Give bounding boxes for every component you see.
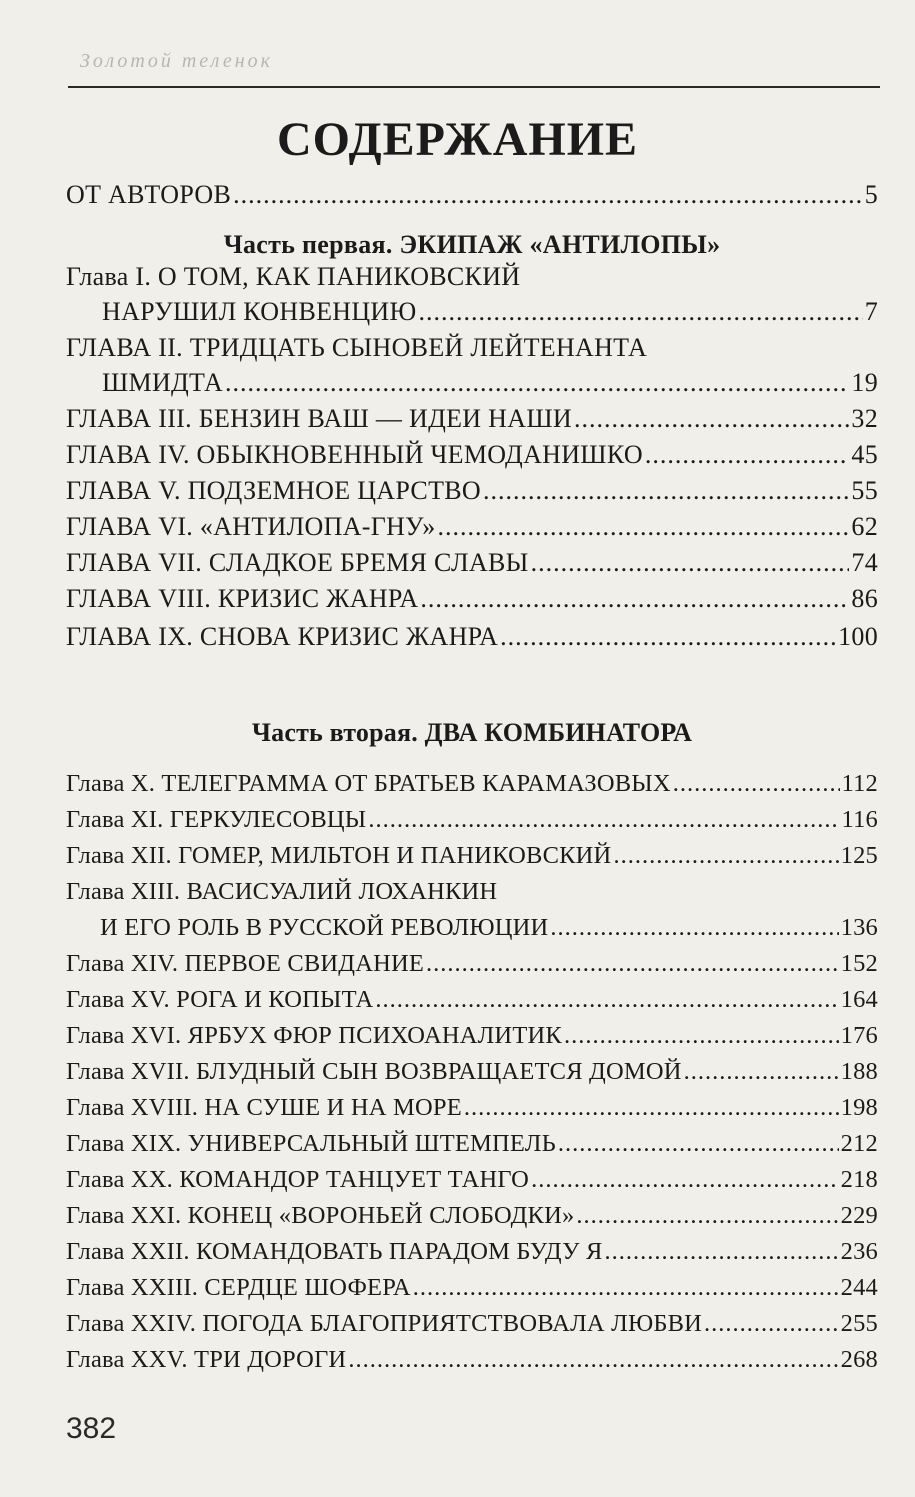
entry-title: ГЛАВА VII. СЛАДКОЕ БРЕМЯ СЛАВЫ [66,548,529,577]
running-head: Золотой теленок [80,50,274,72]
entry-page: 136 [840,914,878,941]
entry-page: 100 [838,622,878,651]
toc-entry [66,1274,878,1302]
leader-dots [704,1310,839,1338]
toc-entry [66,1346,878,1374]
entry-title-line1: Глава XIII. ВАСИСУАЛИЙ ЛОХАНКИН [66,878,498,905]
leader-dots [438,512,850,542]
leader-dots [225,368,849,398]
toc-entry [66,180,878,210]
leader-dots [645,440,849,470]
toc-entry [66,297,878,327]
entry-page: 188 [840,1058,878,1085]
leader-dots [574,404,849,434]
entry-page: 5 [864,180,878,209]
leader-dots [684,1058,839,1086]
toc-entry [66,1166,878,1194]
leader-dots [375,986,838,1014]
entry-title: И ЕГО РОЛЬ В РУССКОЙ РЕВОЛЮЦИИ [100,914,549,941]
entry-title: ГЛАВА VI. «АНТИЛОПА-ГНУ» [66,512,436,541]
part1-heading: Часть первая. ЭКИПАЖ «АНТИЛОПЫ» [223,230,721,259]
leader-dots [673,770,840,798]
entry-page: 212 [840,1130,878,1157]
entry-title: ГЛАВА VIII. КРИЗИС ЖАНРА [66,584,419,613]
toc-entry [66,1238,878,1266]
toc-entry [66,950,878,978]
leader-dots [576,1202,838,1230]
entry-title: ГЛАВА IV. ОБЫКНОВЕННЫЙ ЧЕМОДАНИШКО [66,440,643,469]
entry-title: ОТ АВТОРОВ [66,180,232,209]
entry-page: 198 [840,1094,878,1121]
toc-entry [66,770,878,798]
entry-page: 62 [851,512,878,541]
entry-title: ШМИДТА [102,368,224,397]
entry-title: Глава XVI. ЯРБУХ ФЮР ПСИХОАНАЛИТИК [66,1022,562,1049]
entry-page: 55 [851,476,878,505]
leader-dots [413,1274,839,1302]
leader-dots [605,1238,839,1266]
entry-title: Глава X. ТЕЛЕГРАММА ОТ БРАТЬЕВ КАРАМАЗОВЫХ [66,770,671,797]
leader-dots [368,806,839,834]
entry-page: 125 [840,842,878,869]
entry-title: НАРУШИЛ КОНВЕНЦИЮ [102,297,417,326]
leader-dots [426,950,839,978]
part2-heading: Часть вторая. ДВА КОМБИНАТОРА [251,718,693,747]
entry-page: 19 [851,368,878,397]
entry-title: ГЛАВА IX. СНОВА КРИЗИС ЖАНРА [66,622,499,651]
header-rule [68,86,880,88]
leader-dots [233,180,863,210]
leader-dots [531,1166,839,1194]
entry-title: Глава XV. РОГА И КОПЫТА [66,986,374,1013]
entry-title: Глава XXII. КОМАНДОВАТЬ ПАРАДОМ БУДУ Я [66,1238,603,1265]
entry-page: 268 [840,1346,878,1373]
leader-dots [500,622,836,652]
toc-entry [66,404,878,434]
toc-entry [66,368,878,398]
entry-page: 74 [851,548,878,577]
entry-title: Глава XIV. ПЕРВОЕ СВИДАНИЕ [66,950,425,977]
entry-title: Глава XXI. КОНЕЦ «ВОРОНЬЕЙ СЛОБОДКИ» [66,1202,575,1229]
page-title: СОДЕРЖАНИЕ [276,113,639,166]
leader-dots [531,548,850,578]
toc-entry [66,548,878,578]
entry-title: Глава XXV. ТРИ ДОРОГИ [66,1346,347,1373]
entry-page: 164 [840,986,878,1013]
toc-entry [66,806,878,834]
leader-dots [483,476,849,506]
toc-entry [66,986,878,1014]
toc-entry [66,1202,878,1230]
entry-title-line1: ГЛАВА II. ТРИДЦАТЬ СЫНОВЕЙ ЛЕЙТЕНАНТА [66,333,648,362]
toc-entry [66,842,878,870]
entry-title: Глава XX. КОМАНДОР ТАНЦУЕТ ТАНГО [66,1166,530,1193]
entry-page: 152 [840,950,878,977]
leader-dots [558,1130,839,1158]
entry-title: Глава XXIV. ПОГОДА БЛАГОПРИЯТСТВОВАЛА ЛЮБВИ [66,1310,703,1337]
entry-page: 218 [840,1166,878,1193]
entry-page: 32 [851,404,878,433]
toc-entry [66,1310,878,1338]
page-number: 382 [66,1412,117,1445]
entry-page: 45 [851,440,878,469]
leader-dots [550,914,838,942]
toc-entry [66,512,878,542]
toc-entry [66,1094,878,1122]
toc-entry [66,1058,878,1086]
entry-title-line1: Глава I. О ТОМ, КАК ПАНИКОВСКИЙ [66,262,521,291]
entry-page: 112 [841,770,878,797]
toc-entry [66,1022,878,1050]
toc-entry [66,584,878,614]
toc-entry [66,914,878,942]
entry-page: 236 [840,1238,878,1265]
entry-page: 7 [864,297,878,326]
entry-title: ГЛАВА III. БЕНЗИН ВАШ — ИДЕИ НАШИ [66,404,572,433]
leader-dots [419,297,863,327]
leader-dots [564,1022,839,1050]
entry-title: Глава XVIII. НА СУШЕ И НА МОРЕ [66,1094,462,1121]
leader-dots [464,1094,839,1122]
entry-page: 86 [851,584,878,613]
entry-title: Глава XI. ГЕРКУЛЕСОВЦЫ [66,806,367,833]
entry-title: Глава XXIII. СЕРДЦЕ ШОФЕРА [66,1274,411,1301]
entry-title: ГЛАВА V. ПОДЗЕМНОЕ ЦАРСТВО [66,476,481,505]
toc-entry [66,1130,878,1158]
entry-page: 176 [840,1022,878,1049]
entry-title: Глава XVII. БЛУДНЫЙ СЫН ВОЗВРАЩАЕТСЯ ДОМОЙ [66,1058,682,1085]
entry-page: 255 [840,1310,878,1337]
toc-entry [66,440,878,470]
leader-dots [348,1346,838,1374]
toc-entry [66,476,878,506]
entry-title: Глава XII. ГОМЕР, МИЛЬТОН И ПАНИКОВСКИЙ [66,842,612,869]
toc-entry [66,622,878,652]
entry-page: 116 [841,806,878,833]
entry-title: Глава XIX. УНИВЕРСАЛЬНЫЙ ШТЕМПЕЛЬ [66,1130,556,1157]
leader-dots [613,842,838,870]
entry-page: 244 [840,1274,878,1301]
entry-page: 229 [840,1202,878,1229]
leader-dots [420,584,849,614]
